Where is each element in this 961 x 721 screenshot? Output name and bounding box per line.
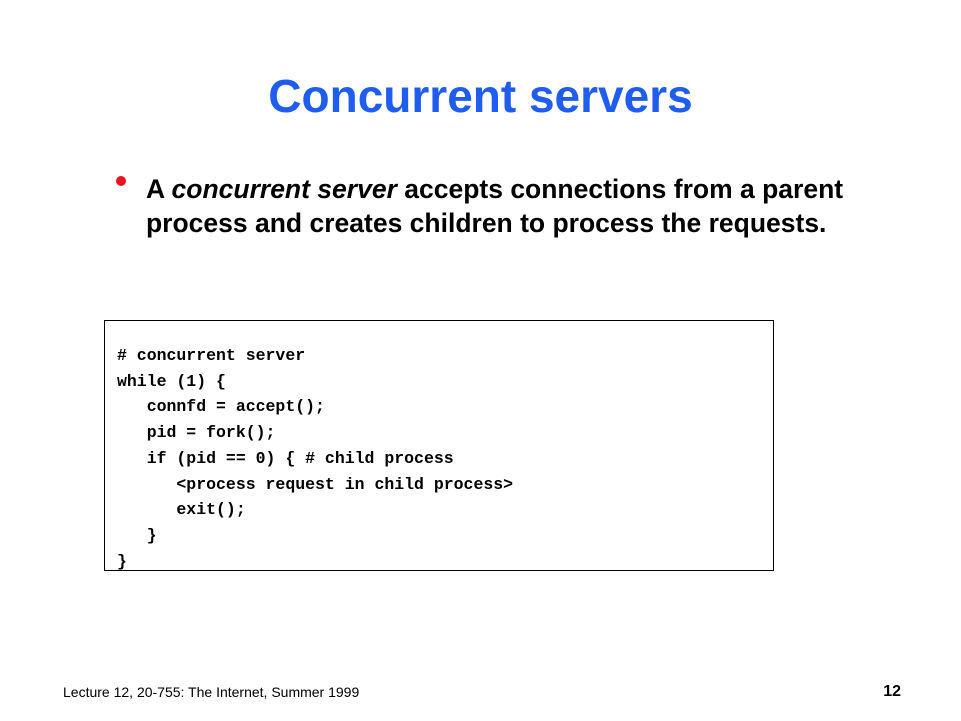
footer-lecture-info: Lecture 12, 20-755: The Internet, Summer 1999 xyxy=(63,684,360,700)
code-line: } xyxy=(117,525,157,545)
code-line: while (1) { xyxy=(117,371,226,391)
bullet-text-prefix: A xyxy=(146,174,172,204)
code-listing xyxy=(117,343,513,574)
bullet-dot-icon xyxy=(116,176,126,186)
slide-title: Concurrent servers xyxy=(268,70,693,122)
bullet-text-suffix: accepts connections from a parent process and creates children to process the requests. xyxy=(146,174,844,238)
code-line: # concurrent server xyxy=(117,346,306,365)
code-line: connfd = accept(); xyxy=(117,397,325,417)
code-box xyxy=(104,320,774,571)
code-line: <process request in child process> xyxy=(117,474,514,494)
code-line: exit(); xyxy=(117,500,246,520)
page-number: 12 xyxy=(883,683,901,700)
bullet-text-emphasis: concurrent server xyxy=(171,174,397,204)
code-line: pid = fork(); xyxy=(117,423,276,443)
code-line: } xyxy=(117,551,127,571)
bullet-text xyxy=(146,172,866,240)
code-line: if (pid == 0) { # child process xyxy=(117,448,454,468)
